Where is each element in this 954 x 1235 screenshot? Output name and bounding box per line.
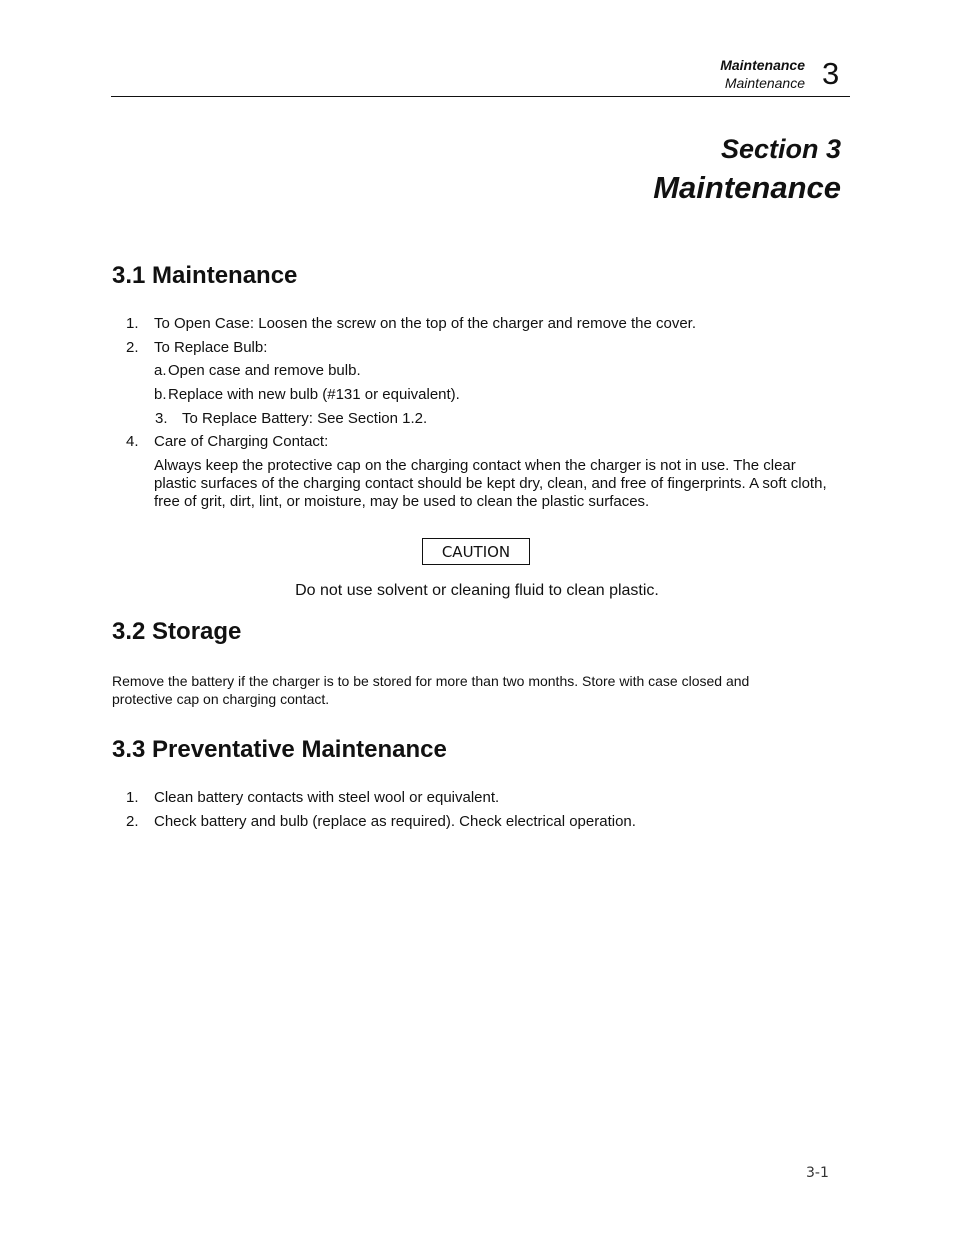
section-label: Section 3 <box>720 134 841 164</box>
caution-box: CAUTION <box>422 538 530 565</box>
chapter-number: 3 <box>822 56 840 91</box>
list-item-text: To Open Case: Loosen the screw on the top of the charger and remove the cover. <box>154 315 696 332</box>
page-number: 3-1 <box>806 1165 829 1181</box>
list-item-number: 4. <box>126 433 139 450</box>
list-item-number: 2. <box>126 813 139 830</box>
list-item-text: To Replace Battery: See Section 1.2. <box>182 410 428 427</box>
sublist-item-letter: b. <box>154 386 167 403</box>
sublist-item-text: Open case and remove bulb. <box>168 362 361 379</box>
caution-text: Do not use solvent or cleaning fluid to clean plastic. <box>295 582 659 599</box>
heading-3-2: 3.2 Storage <box>112 618 242 645</box>
running-header-subtitle: Maintenance <box>724 75 805 91</box>
list-item-number: 1. <box>126 789 139 806</box>
list-item-text: To Replace Bulb: <box>154 339 268 356</box>
heading-3-3: 3.3 Preventative Maintenance <box>112 736 447 763</box>
sublist-item-letter: a. <box>154 362 167 379</box>
storage-paragraph: Remove the battery if the charger is to be stored for more than two months. Store with case closed and protective cap on charging contact. <box>112 673 750 707</box>
section-title: Maintenance <box>653 170 841 205</box>
sublist-item-text: Replace with new bulb (#131 or equivalent). <box>168 386 460 403</box>
list-item-text: Clean battery contacts with steel wool or equivalent. <box>154 789 500 806</box>
list-item-number: 1. <box>126 315 139 332</box>
list-item-text: Care of Charging Contact: <box>154 433 329 450</box>
list-item-number: 3. <box>155 410 168 427</box>
heading-3-1: 3.1 Maintenance <box>112 262 298 289</box>
care-paragraph: Always keep the protective cap on the charging contact when the charger is not in use. The clear plastic surfaces of the charging contact should be kept dry, clean, and free of fingerprints. A soft cloth, free of grit, dirt, lint, or moisture, may be used to clean the plastic surfaces. <box>154 457 827 510</box>
header-rule <box>111 96 850 97</box>
running-header-title: Maintenance <box>720 57 805 73</box>
list-item-text: Check battery and bulb (replace as required). Check electrical operation. <box>154 813 636 830</box>
list-item-number: 2. <box>126 339 139 356</box>
